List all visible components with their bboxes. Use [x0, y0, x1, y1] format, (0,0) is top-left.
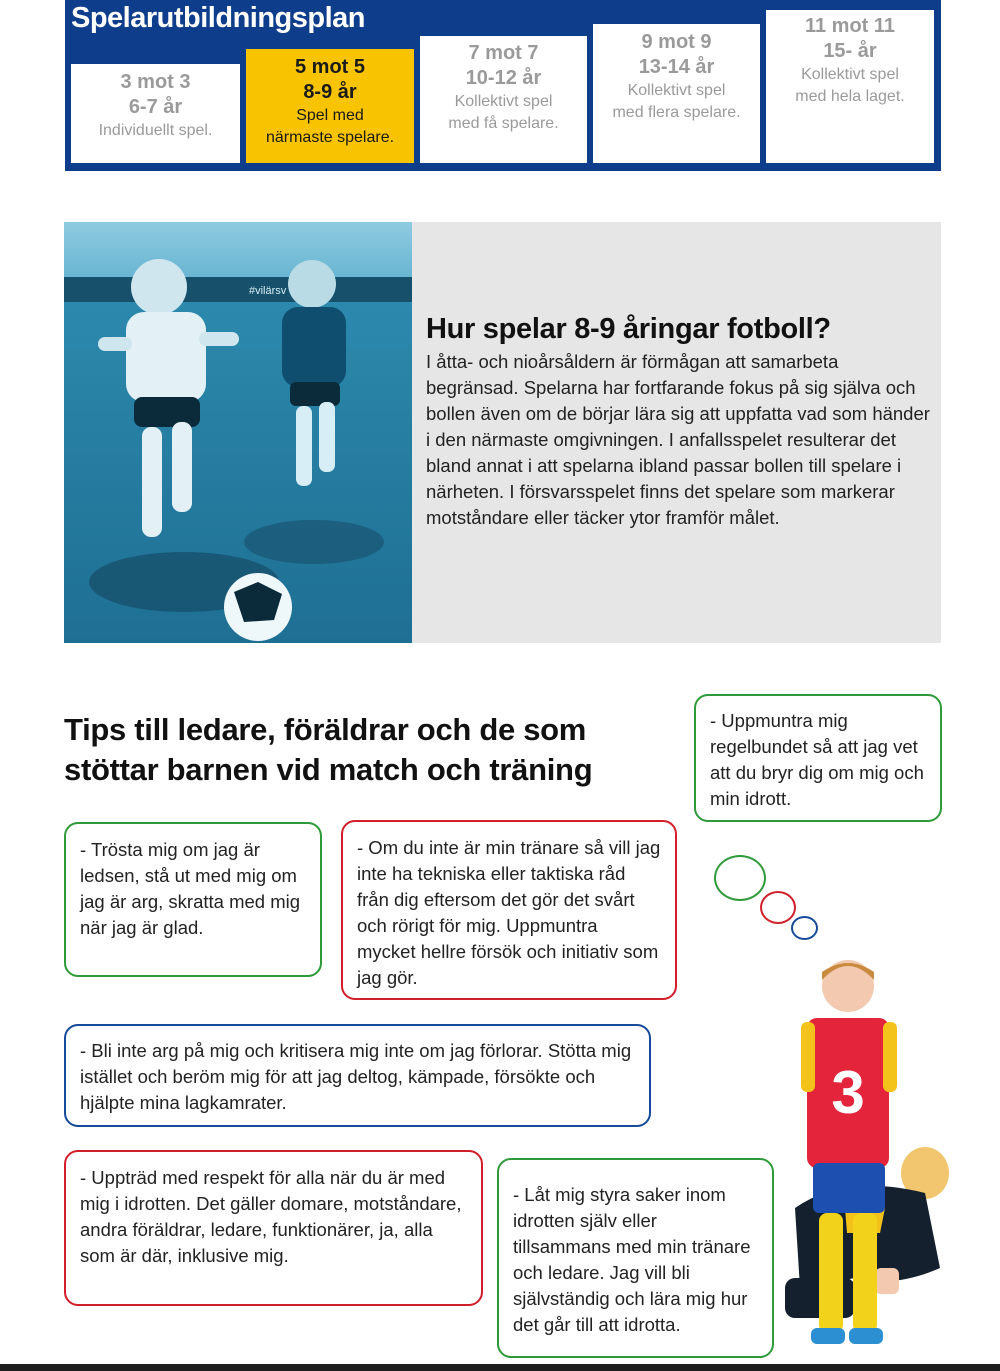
jersey-number: 3 — [831, 1059, 865, 1126]
stage-3v3 — [71, 64, 240, 163]
photo-illustration — [64, 222, 412, 643]
stage-description: Kollektivt spel — [801, 66, 899, 83]
hero-paragraph: I åtta- och nioårsåldern är förmågan att samarbeta begränsad. Spelarna har fortfarande fokus på sig själva och bollen även om de börjar lära sig att uppfatta vad som händer i den närmaste omgivningen. I anfallsspelet resulterar det bland annat i att spelarna ibland passar bollen till spelare i närheten. I försvarsspelet finns det spelare som markerar motståndare eller täcker ytor framför målet. — [426, 351, 930, 528]
stage-description: med flera spelare. — [612, 104, 741, 121]
stage-description: med hela laget. — [795, 88, 905, 105]
stage-format: 3 mot 3 — [120, 71, 191, 93]
stage-5v5-active — [246, 49, 414, 163]
ad-banner-text: #vilärsv — [249, 285, 287, 297]
tips-heading: Tips till ledare, föräldrar och de som stöttar barnen vid match och träning — [64, 712, 593, 787]
stage-description: Kollektivt spel — [627, 82, 726, 99]
stage-format: 9 mot 9 — [641, 31, 712, 53]
tip-box-independence: - Låt mig styra saker inom idrotten själv eller tillsammans med min tränare och ledare. Jag vill bli självständig och lära mig hur det går till att idrotta. — [497, 1158, 774, 1358]
kids-illustration — [775, 958, 950, 1358]
stage-format: 11 mot 11 — [804, 15, 896, 37]
kids-playing-football-photo — [64, 222, 412, 643]
tip-box-no-advice: - Om du inte är min tränare så vill jag inte ha tekniska eller taktiska råd från dig eftersom det gör det svårt och rörigt för mig. Uppmuntra mycket hellre försök och initiativ som jag gör. — [341, 820, 677, 1000]
thought-bubble-green — [714, 855, 766, 901]
hero-heading: Hur spelar 8-9 åringar fotboll? — [426, 313, 831, 345]
stage-age: 15- år — [823, 40, 877, 62]
stage-description: närmaste spelare. — [265, 129, 395, 146]
stage-description: med få spelare. — [448, 115, 559, 132]
stage-description: Spel med — [296, 107, 364, 124]
kids-tying-shoe-photo — [775, 958, 950, 1358]
stage-7v7 — [420, 36, 587, 163]
stage-age: 10-12 år — [465, 67, 542, 89]
tip-box-no-criticism: - Bli inte arg på mig och kritisera mig inte om jag förlorar. Stötta mig istället och beröm mig för att jag deltog, kämpade, försökte och hjälpte mina lagkamrater. — [64, 1024, 651, 1127]
stage-description: Individuellt spel. — [98, 122, 213, 139]
stage-format: 5 mot 5 — [294, 56, 366, 78]
stage-11v11 — [766, 10, 934, 163]
page-bottom-border — [0, 1364, 1000, 1371]
tip-box-encourage: - Uppmuntra mig regelbundet så att jag vet att du bryr dig om mig och min idrott. — [694, 694, 942, 822]
tip-box-comfort: - Trösta mig om jag är ledsen, stå ut med mig om jag är arg, skratta med mig när jag är glad. — [64, 822, 322, 977]
player-development-plan-banner — [65, 0, 941, 171]
stage-age: 13-14 år — [638, 56, 715, 78]
tip-box-respect: - Uppträd med respekt för alla när du är med mig i idrotten. Det gäller domare, motståndare, andra föräldrar, ledare, funktionärer, ja, alla som är där, inklusive mig. — [64, 1150, 483, 1306]
thought-bubble-red — [760, 891, 796, 924]
stage-format: 7 mot 7 — [468, 42, 539, 64]
stage-age: 8-9 år — [303, 81, 357, 103]
stage-age: 6-7 år — [128, 96, 183, 118]
plan-title: Spelarutbildningsplan — [71, 2, 366, 34]
stage-description: Kollektivt spel — [454, 93, 553, 110]
thought-bubble-blue — [791, 916, 818, 940]
stage-9v9 — [593, 24, 760, 163]
